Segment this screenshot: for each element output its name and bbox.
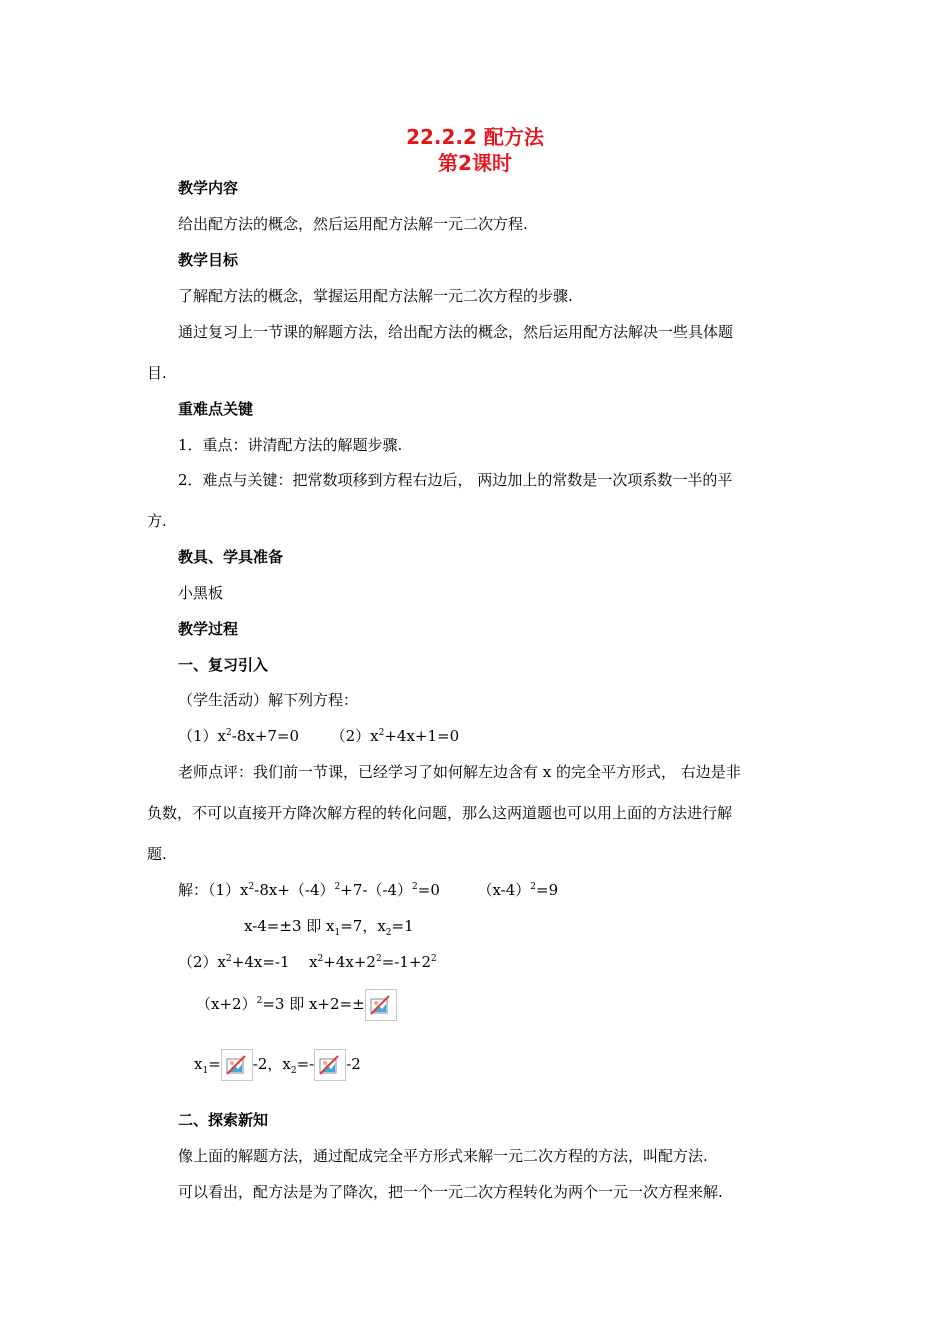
superscript: 2	[378, 728, 385, 738]
equation-part: -2，x	[252, 1055, 291, 1073]
equation-part: x	[309, 953, 318, 971]
section-heading-keypoints: 重难点关键	[178, 400, 254, 418]
section-heading-content: 教学内容	[178, 179, 239, 197]
equation-part: +4x=-1	[231, 953, 290, 971]
equation-part: （x+2）	[196, 995, 257, 1013]
equation-part: =0	[417, 881, 440, 899]
equation-part: （x-4）	[477, 881, 531, 899]
paragraph: 像上面的解题方法，通过配成完全平方形式来解一元二次方程的方法，叫配方法.	[178, 1147, 708, 1165]
list-item: 2．难点与关键：把常数项移到方程右边后， 两边加上的常数是一次项系数一半的平	[178, 471, 733, 489]
equation-part: （2）x	[178, 953, 227, 971]
paragraph: 可以看出，配方法是为了降次，把一个一元二次方程转化为两个一元一次方程来解.	[178, 1183, 723, 1201]
section-heading-goals: 教学目标	[178, 251, 239, 269]
paragraph-continuation: 题.	[147, 845, 167, 863]
broken-image-icon	[314, 1049, 346, 1081]
superscript: 2	[412, 882, 418, 892]
paragraph: 小黑板	[178, 584, 224, 602]
solution-line-3	[178, 952, 437, 972]
superscript: 2	[248, 882, 255, 892]
paragraph: 通过复习上一节课的解题方法，给出配方法的概念，然后运用配方法解决一些具体题	[178, 323, 734, 341]
equation-part: -2	[346, 1055, 361, 1073]
broken-image-icon	[365, 989, 397, 1021]
paragraph: 老师点评：我们前一节课，已经学习了如何解左边含有 x 的完全平方形式， 右边是非	[178, 763, 741, 781]
solution-line-4	[196, 988, 397, 1021]
list-item: 1．重点：讲清配方法的解题步骤.	[178, 436, 403, 454]
equation-part: x-4=±3 即 x	[244, 917, 335, 935]
doc-subtitle: 第2课时	[438, 151, 512, 175]
equation-part: +4x+1=0	[384, 727, 460, 745]
doc-title: 22.2.2 配方法	[406, 125, 544, 149]
subscript: 2	[385, 928, 392, 938]
equation-part: （2）x	[330, 727, 379, 745]
paragraph: （学生活动）解下列方程：	[178, 691, 359, 709]
equation-line	[178, 726, 459, 746]
superscript: 2	[256, 996, 263, 1006]
paragraph: 了解配方法的概念，掌握运用配方法解一元二次方程的步骤.	[178, 287, 573, 305]
equation-part: -8x+7=0	[231, 727, 300, 745]
subsection-heading-explore: 二、探索新知	[178, 1111, 269, 1129]
superscript: 2	[431, 954, 437, 964]
superscript: 2	[226, 728, 232, 738]
solution-line-2	[244, 916, 414, 936]
subscript: 1	[202, 1066, 209, 1076]
broken-image-icon	[221, 1049, 253, 1081]
equation-part: +4x+2	[323, 953, 376, 971]
equation-part: =	[208, 1055, 221, 1073]
subscript: 2	[290, 1066, 297, 1076]
equation-part: =9	[536, 881, 559, 899]
superscript: 2	[226, 954, 232, 964]
paragraph-continuation: 方.	[147, 512, 167, 530]
superscript: 2	[334, 882, 341, 892]
superscript: 2	[530, 882, 537, 892]
section-heading-process: 教学过程	[178, 620, 239, 638]
section-heading-tools: 教具、学具准备	[178, 548, 284, 566]
equation-part: =-1+2	[381, 953, 431, 971]
subsection-heading-review: 一、复习引入	[178, 656, 269, 674]
equation-part: =3 即 x+2=±	[262, 995, 365, 1013]
equation-part: -8x+（-4）	[254, 881, 335, 899]
paragraph: 给出配方法的概念，然后运用配方法解一元二次方程.	[178, 215, 528, 233]
equation-part: （1）x	[178, 727, 227, 745]
equation-part: =1	[391, 917, 414, 935]
paragraph-continuation: 目.	[147, 364, 167, 382]
equation-part: +7-（-4）	[340, 881, 413, 899]
equation-part: =7，x	[340, 917, 386, 935]
superscript: 2	[317, 954, 324, 964]
equation-part: x	[194, 1055, 203, 1073]
solution-line-1	[178, 880, 558, 900]
superscript: 2	[375, 954, 382, 964]
solution-line-5	[194, 1048, 361, 1081]
subscript: 1	[334, 928, 341, 938]
paragraph-continuation: 负数，不可以直接开方降次解方程的转化问题，那么这两道题也可以用上面的方法进行解	[147, 804, 733, 822]
equation-part: 解：（1）x	[178, 881, 249, 899]
equation-part: =-	[296, 1055, 315, 1073]
